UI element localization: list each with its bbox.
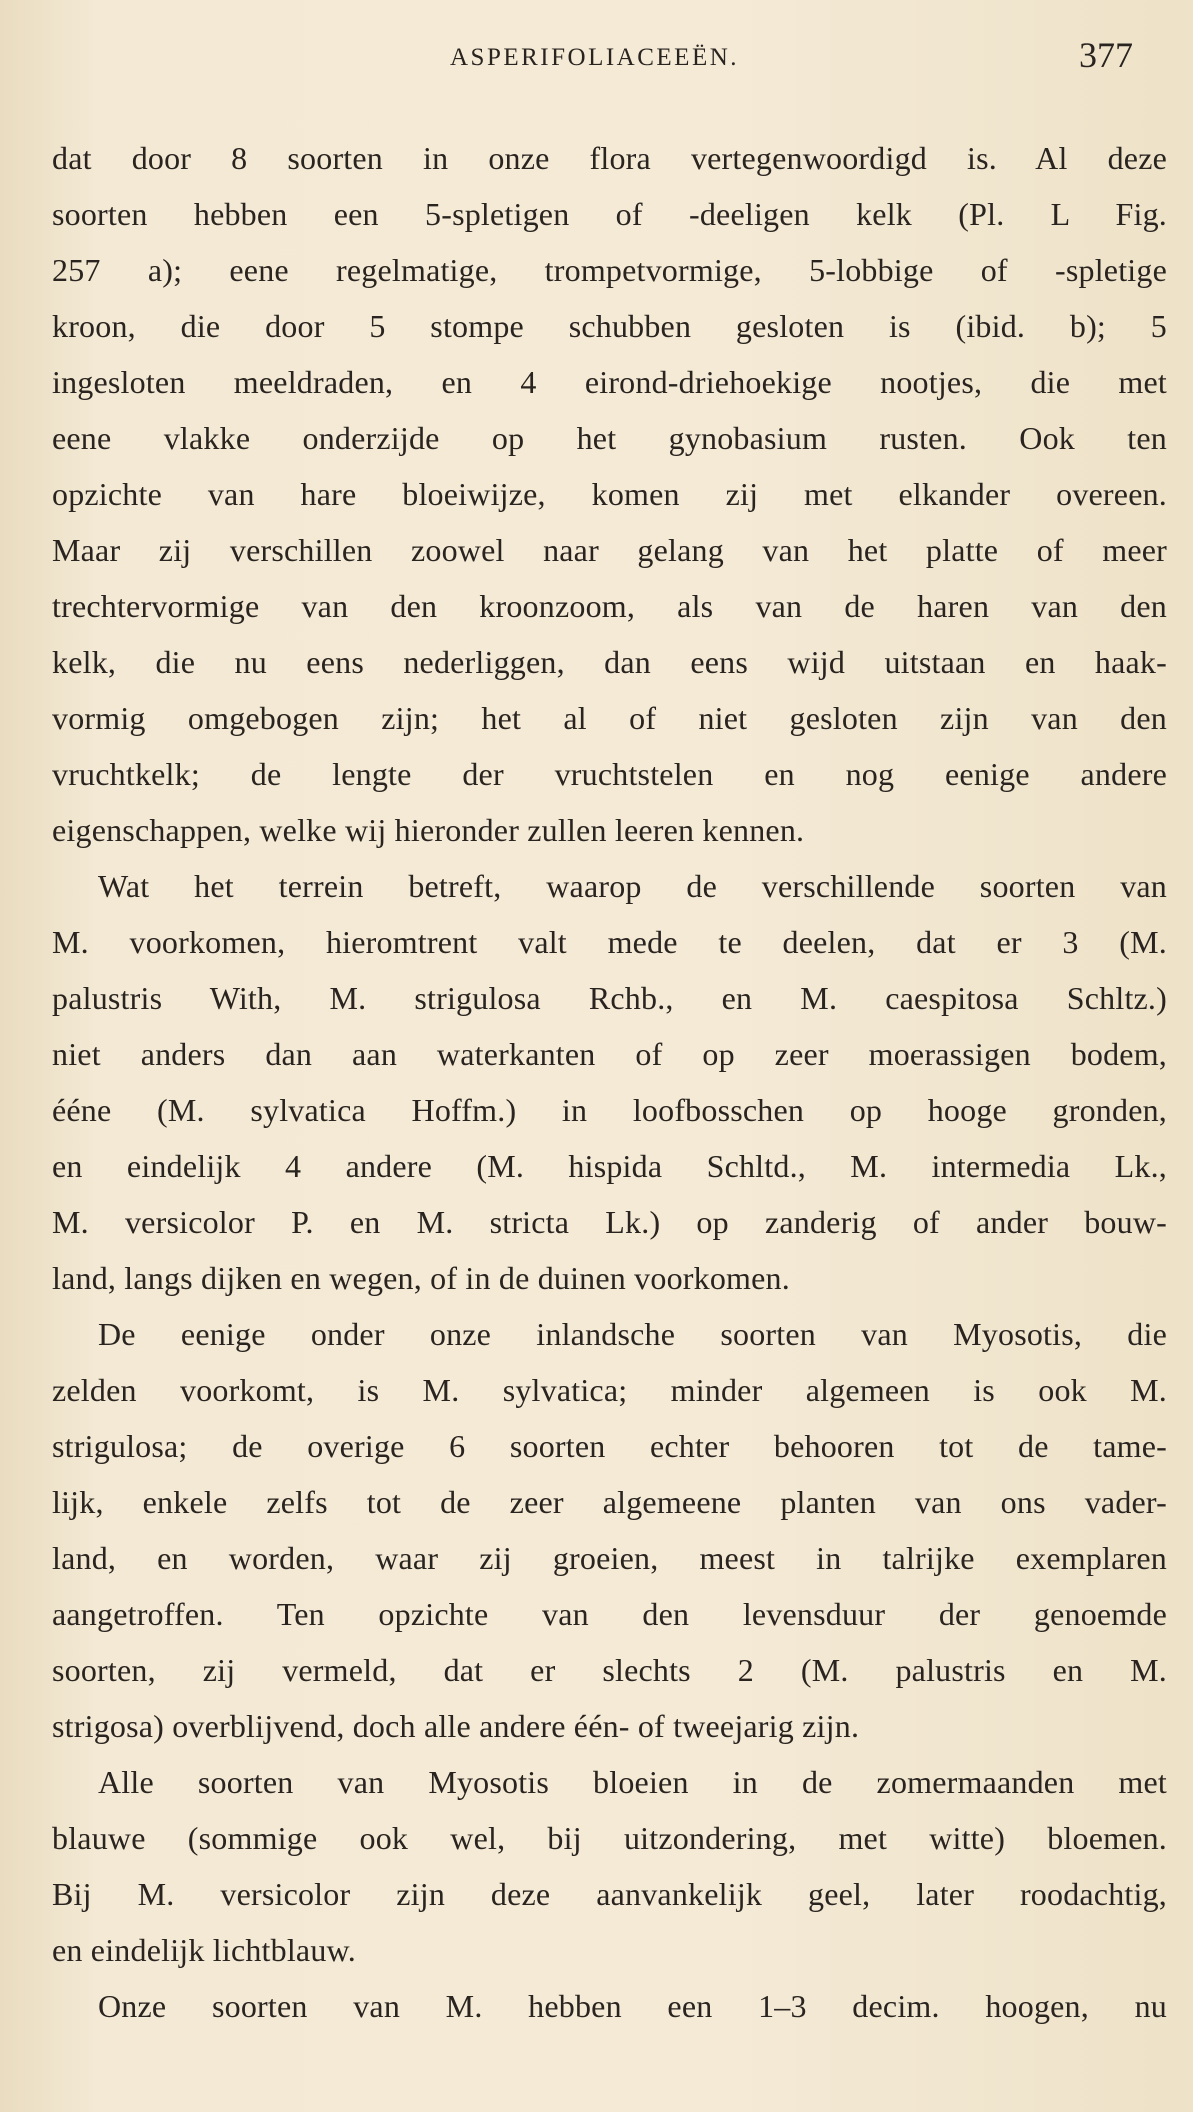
text-line: aangetroffen. Ten opzichte van den levensduur der genoemde (52, 1596, 1167, 1632)
text-line: Onze soorten van M. hebben een 1–3 decim. hoogen, nu (98, 1988, 1167, 2024)
text-line: De eenige onder onze inlandsche soorten van Myosotis, die (98, 1316, 1167, 1352)
text-line: lijk, enkele zelfs tot de zeer algemeene planten van ons vader- (52, 1484, 1167, 1520)
text-line: vruchtkelk; de lengte der vruchtstelen en nog eenige andere (52, 756, 1167, 792)
text-line: zelden voorkomt, is M. sylvatica; minder algemeen is ook M. (52, 1372, 1167, 1408)
text-line: soorten hebben een 5-spletigen of -deeligen kelk (Pl. L Fig. (52, 196, 1167, 232)
text-line: kelk, die nu eens nederliggen, dan eens wijd uitstaan en haak- (52, 644, 1167, 680)
text-line: palustris With, M. strigulosa Rchb., en M. caespitosa Schltz.) (52, 980, 1167, 1016)
paragraph-5 (52, 1978, 1167, 2034)
text-line: eigenschappen, welke wij hieronder zullen leeren kennen. (52, 812, 805, 848)
text-line: Maar zij verschillen zoowel naar gelang van het platte of meer (52, 532, 1167, 568)
text-line: ingesloten meeldraden, en 4 eirond-driehoekige nootjes, die met (52, 364, 1167, 400)
paragraph-1 (52, 130, 1167, 858)
text-line: opzichte van hare bloeiwijze, komen zij met elkander overeen. (52, 476, 1167, 512)
text-line: en eindelijk lichtblauw. (52, 1932, 356, 1968)
text-line: Wat het terrein betreft, waarop de verschillende soorten van (98, 868, 1167, 904)
text-line: soorten, zij vermeld, dat er slechts 2 (M. palustris en M. (52, 1652, 1167, 1688)
text-line: Bij M. versicolor zijn deze aanvankelijk geel, later roodachtig, (52, 1876, 1167, 1912)
text-line: M. versicolor P. en M. stricta Lk.) op zanderig of ander bouw- (52, 1204, 1167, 1240)
text-line: M. voorkomen, hieromtrent valt mede te deelen, dat er 3 (M. (52, 924, 1167, 960)
text-line: kroon, die door 5 stompe schubben gesloten is (ibid. b); 5 (52, 308, 1167, 344)
body-text (52, 130, 1167, 2034)
text-line: strigosa) overblijvend, doch alle andere één- of tweejarig zijn. (52, 1708, 860, 1744)
running-title: ASPERIFOLIACEEËN. (450, 44, 740, 71)
text-line: niet anders dan aan waterkanten of op zeer moerassigen bodem, (52, 1036, 1167, 1072)
text-line: eene vlakke onderzijde op het gynobasium rusten. Ook ten (52, 420, 1167, 456)
text-line: blauwe (sommige ook wel, bij uitzondering, met witte) bloemen. (52, 1820, 1167, 1856)
running-head (52, 0, 1167, 75)
page-number: 377 (1079, 35, 1133, 75)
paragraph-4 (52, 1754, 1167, 1978)
text-line: ééne (M. sylvatica Hoffm.) in loofbosschen op hooge gronden, (52, 1092, 1167, 1128)
text-line: Alle soorten van Myosotis bloeien in de zomermaanden met (98, 1764, 1167, 1800)
text-line: land, langs dijken en wegen, of in de duinen voorkomen. (52, 1260, 790, 1296)
text-line: en eindelijk 4 andere (M. hispida Schltd., M. intermedia Lk., (52, 1148, 1167, 1184)
text-line: land, en worden, waar zij groeien, meest in talrijke exemplaren (52, 1540, 1167, 1576)
text-line: dat door 8 soorten in onze flora vertegenwoordigd is. Al deze (52, 140, 1167, 176)
text-line: 257 a); eene regelmatige, trompetvormige, 5-lobbige of -spletige (52, 252, 1167, 288)
text-line: trechtervormige van den kroonzoom, als van de haren van den (52, 588, 1167, 624)
paragraph-3 (52, 1306, 1167, 1754)
paragraph-2 (52, 858, 1167, 1306)
text-line: vormig omgebogen zijn; het al of niet gesloten zijn van den (52, 700, 1167, 736)
text-line: strigulosa; de overige 6 soorten echter behooren tot de tame- (52, 1428, 1167, 1464)
